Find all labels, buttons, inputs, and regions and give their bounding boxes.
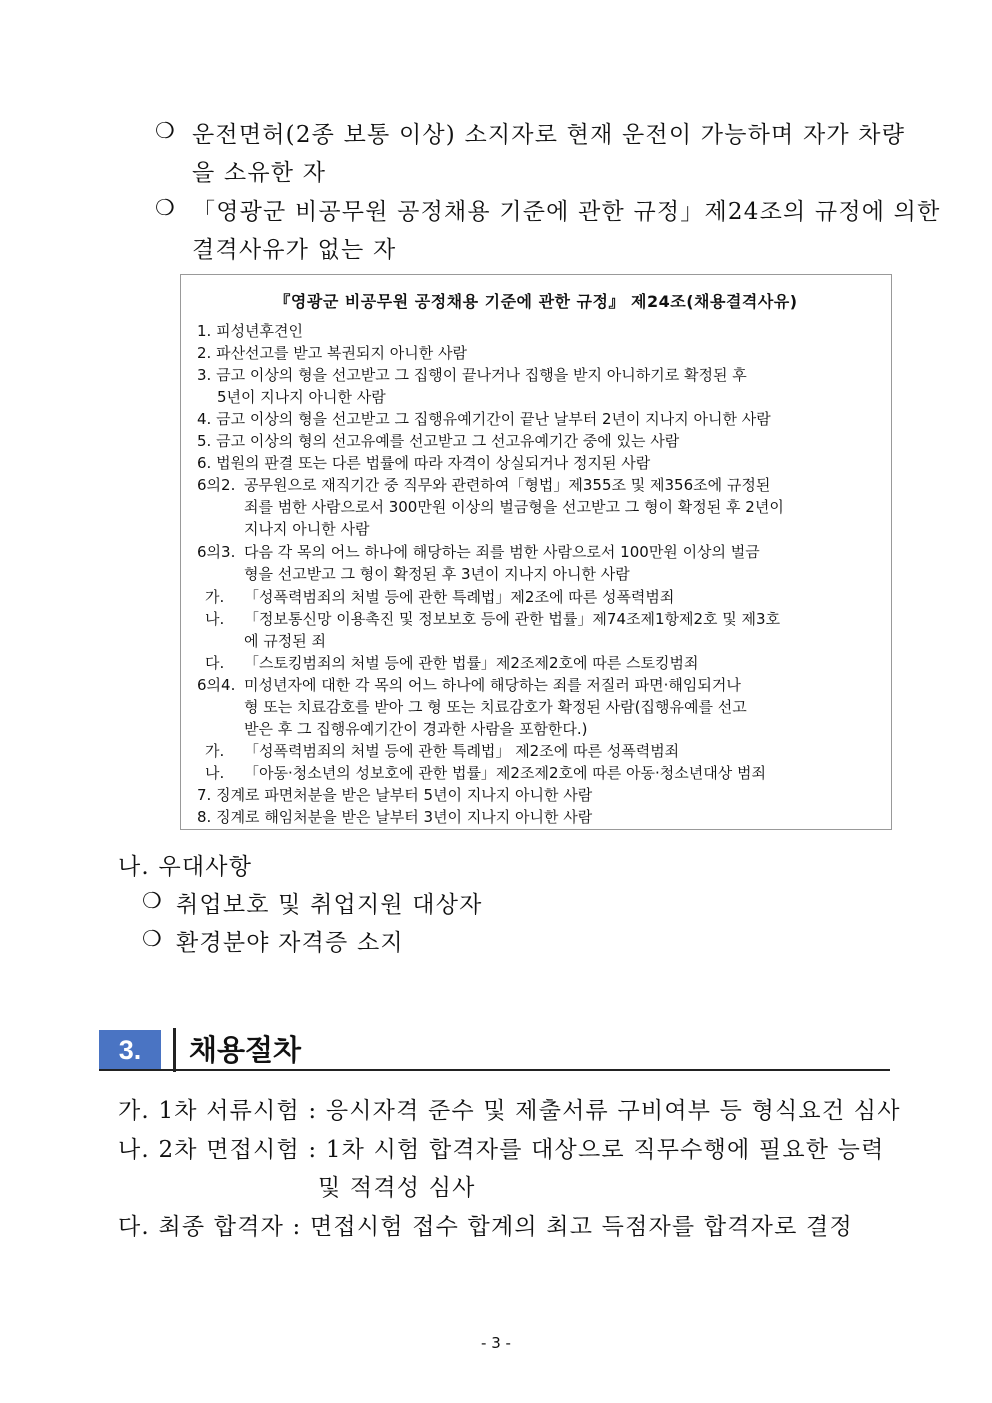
regulation-line: 6. 법원의 판결 또는 다른 법률에 따라 자격이 상실되거나 정지된 사람: [197, 454, 651, 472]
regulation-line: 1. 피성년후견인: [197, 322, 304, 340]
page-number: - 3 -: [481, 1334, 511, 1352]
regulation-subitem-label: 나.: [205, 610, 225, 628]
regulation-line: 공무원으로 재직기간 중 직무와 관련하여「형법」제355조 및 제356조에 규정된: [244, 476, 771, 494]
preference-item: 환경분야 자격증 소지: [176, 930, 404, 956]
requirement-text: 을 소유한 자: [192, 160, 327, 186]
requirement-text: 「영광군 비공무원 공정채용 기준에 관한 규정」제24조의 규정에 의한: [192, 199, 941, 225]
preference-heading: 나. 우대사항: [118, 854, 253, 880]
regulation-number: 6의3.: [197, 543, 236, 561]
regulation-line: 7. 징계로 파면처분을 받은 날부터 5년이 지나지 아니한 사람: [197, 786, 593, 804]
regulation-subitem-label: 다.: [205, 654, 225, 672]
bullet-circle: ❍: [142, 927, 162, 952]
regulation-line: 형 또는 치료감호를 받아 그 형 또는 치료감호가 확정된 사람(집행유예를 선고: [244, 698, 747, 716]
regulation-line: 2. 파산선고를 받고 복권되지 아니한 사람: [197, 344, 467, 362]
section-title: 채용절차: [189, 1033, 302, 1067]
bullet-circle: ❍: [155, 119, 175, 144]
regulation-line: 다음 각 목의 어느 하나에 해당하는 죄를 범한 사람으로서 100만원 이상의 벌금: [244, 543, 760, 561]
regulation-line: 「아동·청소년의 성보호에 관한 법률」제2조제2호에 따른 아동·청소년대상 범죄: [244, 764, 766, 782]
regulation-line: 「성폭력범죄의 처벌 등에 관한 특례법」제2조에 따른 성폭력범죄: [244, 588, 675, 606]
procedure-step: 다. 최종 합격자 : 면접시험 접수 합계의 최고 득점자를 합격자로 결정: [118, 1214, 853, 1240]
procedure-step: 가. 1차 서류시험 : 응시자격 준수 및 제출서류 구비여부 등 형식요건 심사: [118, 1098, 901, 1124]
regulation-line: 5. 금고 이상의 형의 선고유예를 선고받고 그 선고유예기간 중에 있는 사람: [197, 432, 680, 450]
regulation-line: 받은 후 그 집행유예기간이 경과한 사람을 포함한다.): [244, 720, 588, 738]
requirement-text: 운전면허(2종 보통 이상) 소지자로 현재 운전이 가능하며 자가 차량: [192, 122, 906, 148]
regulation-line: 「스토킹범죄의 처벌 등에 관한 법률」제2조제2호에 따른 스토킹범죄: [244, 654, 699, 672]
regulation-line: 죄를 범한 사람으로서 300만원 이상의 벌금형을 선고받고 그 형이 확정된 후 2년이: [244, 498, 784, 516]
preference-item: 취업보호 및 취업지원 대상자: [176, 892, 483, 918]
regulation-subitem-label: 가.: [205, 742, 225, 760]
regulation-subitem-label: 가.: [205, 588, 225, 606]
section-underline: [99, 1069, 890, 1071]
bullet-circle: ❍: [142, 889, 162, 914]
regulation-number: 6의4.: [197, 676, 236, 694]
regulation-box: [180, 274, 892, 830]
section-number: 3.: [99, 1030, 161, 1070]
regulation-line: 8. 징계로 해임처분을 받은 날부터 3년이 지나지 아니한 사람: [197, 808, 593, 826]
regulation-line: 4. 금고 이상의 형을 선고받고 그 집행유예기간이 끝난 날부터 2년이 지나지 아니한 사람: [197, 410, 771, 428]
requirement-text: 결격사유가 없는 자: [192, 237, 397, 263]
section-divider: [173, 1028, 176, 1072]
regulation-title: 『영광군 비공무원 공정채용 기준에 관한 규정』 제24조(채용결격사유): [274, 292, 798, 311]
procedure-step: 나. 2차 면접시험 : 1차 시험 합격자를 대상으로 직무수행에 필요한 능력: [118, 1137, 885, 1163]
regulation-line: 지나지 아니한 사람: [244, 520, 370, 538]
regulation-line: 5년이 지나지 아니한 사람: [217, 388, 386, 406]
bullet-circle: ❍: [155, 196, 175, 221]
regulation-line: 3. 금고 이상의 형을 선고받고 그 집행이 끝나거나 집행을 받지 아니하기로 확정된 후: [197, 366, 747, 384]
regulation-line: 「정보통신망 이용촉진 및 정보보호 등에 관한 법률」제74조제1항제2호 및 제3호: [244, 610, 781, 628]
regulation-subitem-label: 나.: [205, 764, 225, 782]
regulation-line: 미성년자에 대한 각 목의 어느 하나에 해당하는 죄를 저질러 파면·해임되거나: [244, 676, 741, 694]
regulation-line: 에 규정된 죄: [244, 632, 326, 650]
regulation-line: 「성폭력범죄의 처벌 등에 관한 특례법」 제2조에 따른 성폭력범죄: [244, 742, 680, 760]
regulation-number: 6의2.: [197, 476, 236, 494]
regulation-line: 형을 선고받고 그 형이 확정된 후 3년이 지나지 아니한 사람: [244, 565, 630, 583]
procedure-step-continued: 및 적격성 심사: [318, 1175, 476, 1201]
